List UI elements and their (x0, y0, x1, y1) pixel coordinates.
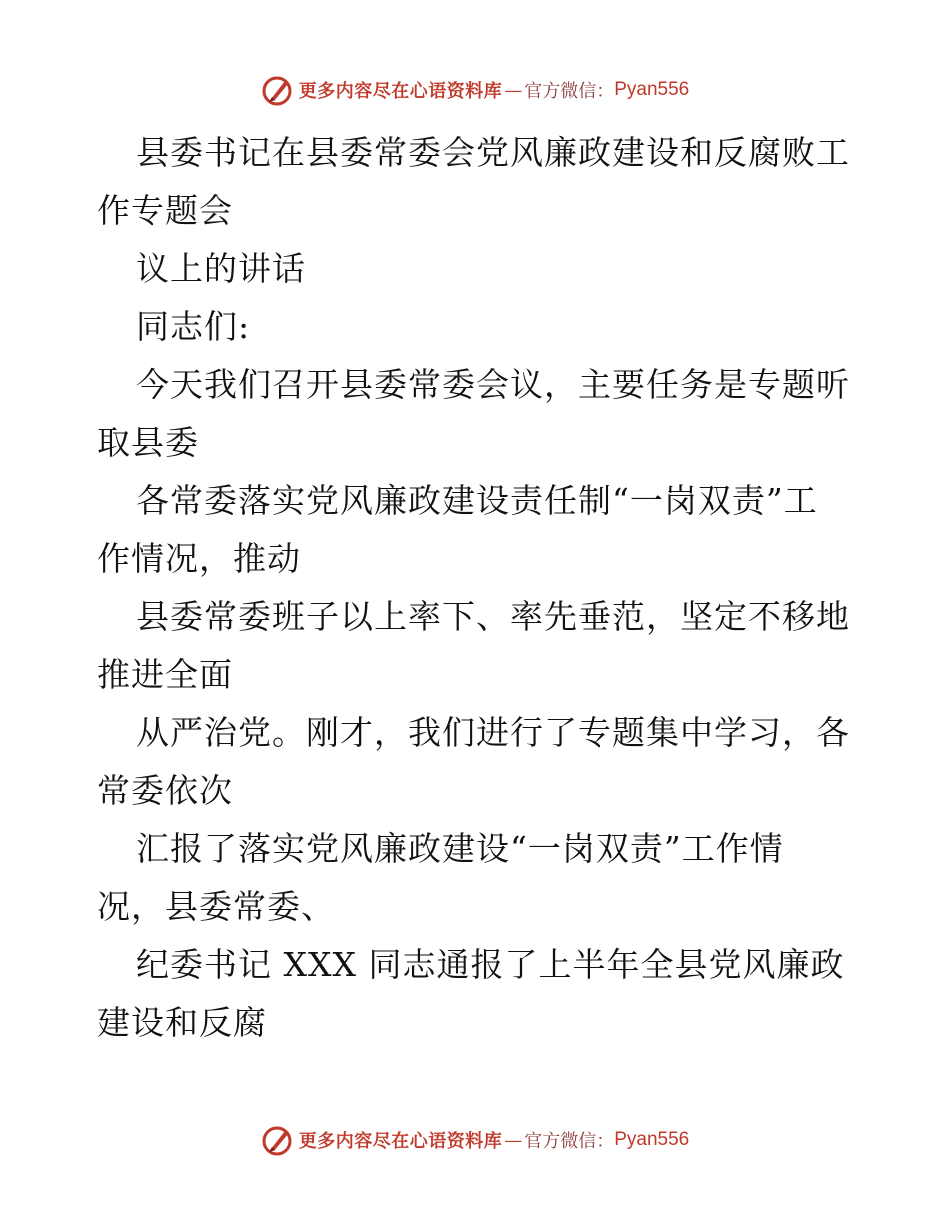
body-text-line: 县委书记在县委常委会党风廉政建设和反腐败工 (136, 133, 850, 172)
quill-logo-icon (261, 1123, 295, 1157)
banner-wechat-label: 官方微信： (524, 1131, 615, 1152)
document-body (97, 124, 857, 1052)
body-text-line: 县委常委班子以上率下、率先垂范，坚定不移地 (136, 597, 850, 636)
body-text-line: 同志们: (136, 307, 251, 346)
banner-wechat-label: 官方微信： (524, 81, 615, 102)
body-text-line: 作情况，推动 (97, 539, 301, 578)
body-text-line: 常委依次 (97, 771, 233, 810)
banner-main-text: 更多内容尽在心语资料库 (298, 81, 503, 102)
banner-main-text: 更多内容尽在心语资料库 (298, 1131, 503, 1152)
body-text-line: 汇报了落实党风廉政建设“一岗双责”工作情 (136, 829, 784, 868)
body-text-line: 况，县委常委、 (97, 887, 335, 926)
banner-wechat-id: Pyan556 (614, 1129, 690, 1150)
quill-logo-icon (261, 73, 295, 107)
body-text-line: 从严治党。刚才，我们进行了专题集中学习，各 (136, 713, 850, 752)
body-text-line: 议上的讲话 (136, 249, 306, 288)
footer-banner (0, 1120, 950, 1160)
banner-dash: — (504, 1129, 523, 1151)
body-text-line: 建设和反腐 (97, 1003, 267, 1042)
banner-dash: — (504, 79, 523, 101)
body-text-line: 今天我们召开县委常委会议，主要任务是专题听 (136, 365, 850, 404)
body-text-line: 取县委 (97, 423, 199, 462)
header-banner (0, 70, 950, 110)
body-text-line: 纪委书记 XXX 同志通报了上半年全县党风廉政 (136, 945, 845, 984)
body-text-line: 作专题会 (97, 191, 233, 230)
body-text-line: 各常委落实党风廉政建设责任制“一岗双责”工 (136, 481, 818, 520)
banner-wechat-id: Pyan556 (614, 79, 690, 100)
body-text-line: 推进全面 (97, 655, 233, 694)
